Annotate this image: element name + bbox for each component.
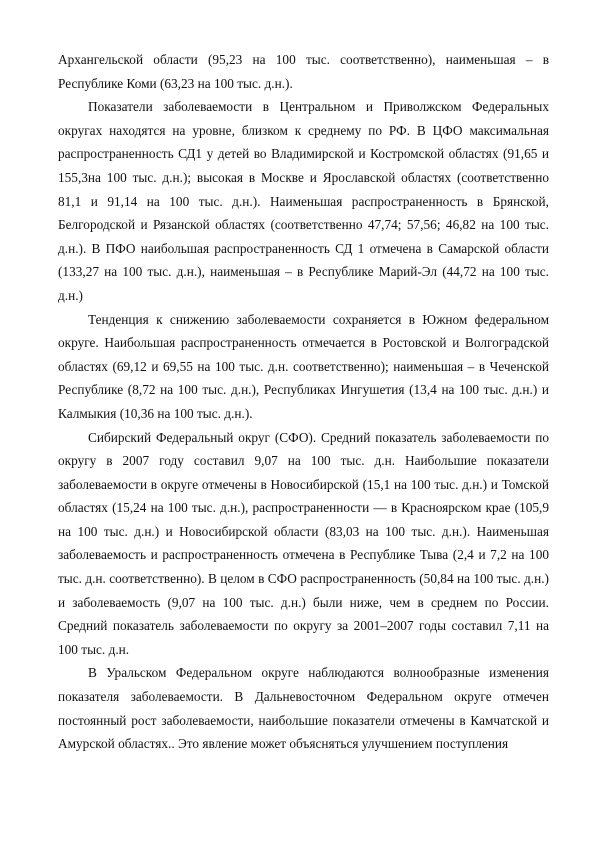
paragraph-4: Сибирский Федеральный округ (СФО). Средний показатель заболеваемости по округу в 2007 году составил 9,07 на 100 тыс. д.н. Наибольшие показатели заболеваемости в округе отмечены в Новосибирской (15,1 на 100 тыс. д.н.) и Томской областях (15,24 на 100 тыс. д.н.), распространенности — в Красноярском крае (105,9 на 100 тыс. д.н.) и Новосибирской области (83,03 на 100 тыс. д.н.). Наименьшая заболеваемость и распространенность отмечена в Республике Тыва (2,4 и 7,2 на 100 тыс. д.н. соответственно). В целом в СФО распространенность (50,84 на 100 тыс. д.н.) и заболеваемость (9,07 на 100 тыс. д.н.) были ниже, чем в среднем по России. Средний показатель заболеваемости по округу за 2001–2007 годы составил 7,11 на 100 тыс. д.н. xyxy=(58,429,549,657)
document-page xyxy=(58,48,549,756)
paragraph-5: В Уральском Федеральном округе наблюдаются волнообразные изменения показателя заболеваемости. В Дальневосточном Федеральном округе отмечен постоянный рост заболеваемости, наибольшие показатели отмечены в Камчатской и Амурской областях.. Это явление может объясняться улучшением поступления xyxy=(58,665,549,752)
paragraph-2: Показатели заболеваемости в Центральном и Приволжском Федеральных округах находятся на уровне, близком к среднему по РФ. В ЦФО максимальная распространенность СД1 у детей во Владимирской и Костромской областях (91,65 и 155,3на 100 тыс. д.н.); высокая в Москве и Ярославской областях (соответственно 81,1 и 91,14 на 100 тыс. д.н.). Наименьшая распространенность в Брянской, Белгородской и Рязанской областях (соответственно 47,74; 57,56; 46,82 на 100 тыс. д.н.). В ПФО наибольшая распространенность СД 1 отмечена в Самарской области (133,27 на 100 тыс. д.н.), наименьшая – в Республике Марий-Эл (44,72 на 100 тыс. д.н.) xyxy=(58,99,549,303)
paragraph-3: Тенденция к снижению заболеваемости сохраняется в Южном федеральном округе. Наибольшая распространенность отмечается в Ростовской и Волгоградской областях (69,12 и 69,55 на 100 тыс. д.н. соответственно); наименьшая – в Чеченской Республике (8,72 на 100 тыс. д.н.), Республиках Ингушетия (13,4 на 100 тыс. д.н.) и Калмыкия (10,36 на 100 тыс. д.н.). xyxy=(58,311,549,421)
paragraph-1: Архангельской области (95,23 на 100 тыс. соответственно), наименьшая – в Республике Коми (63,23 на 100 тыс. д.н.). xyxy=(58,52,549,91)
